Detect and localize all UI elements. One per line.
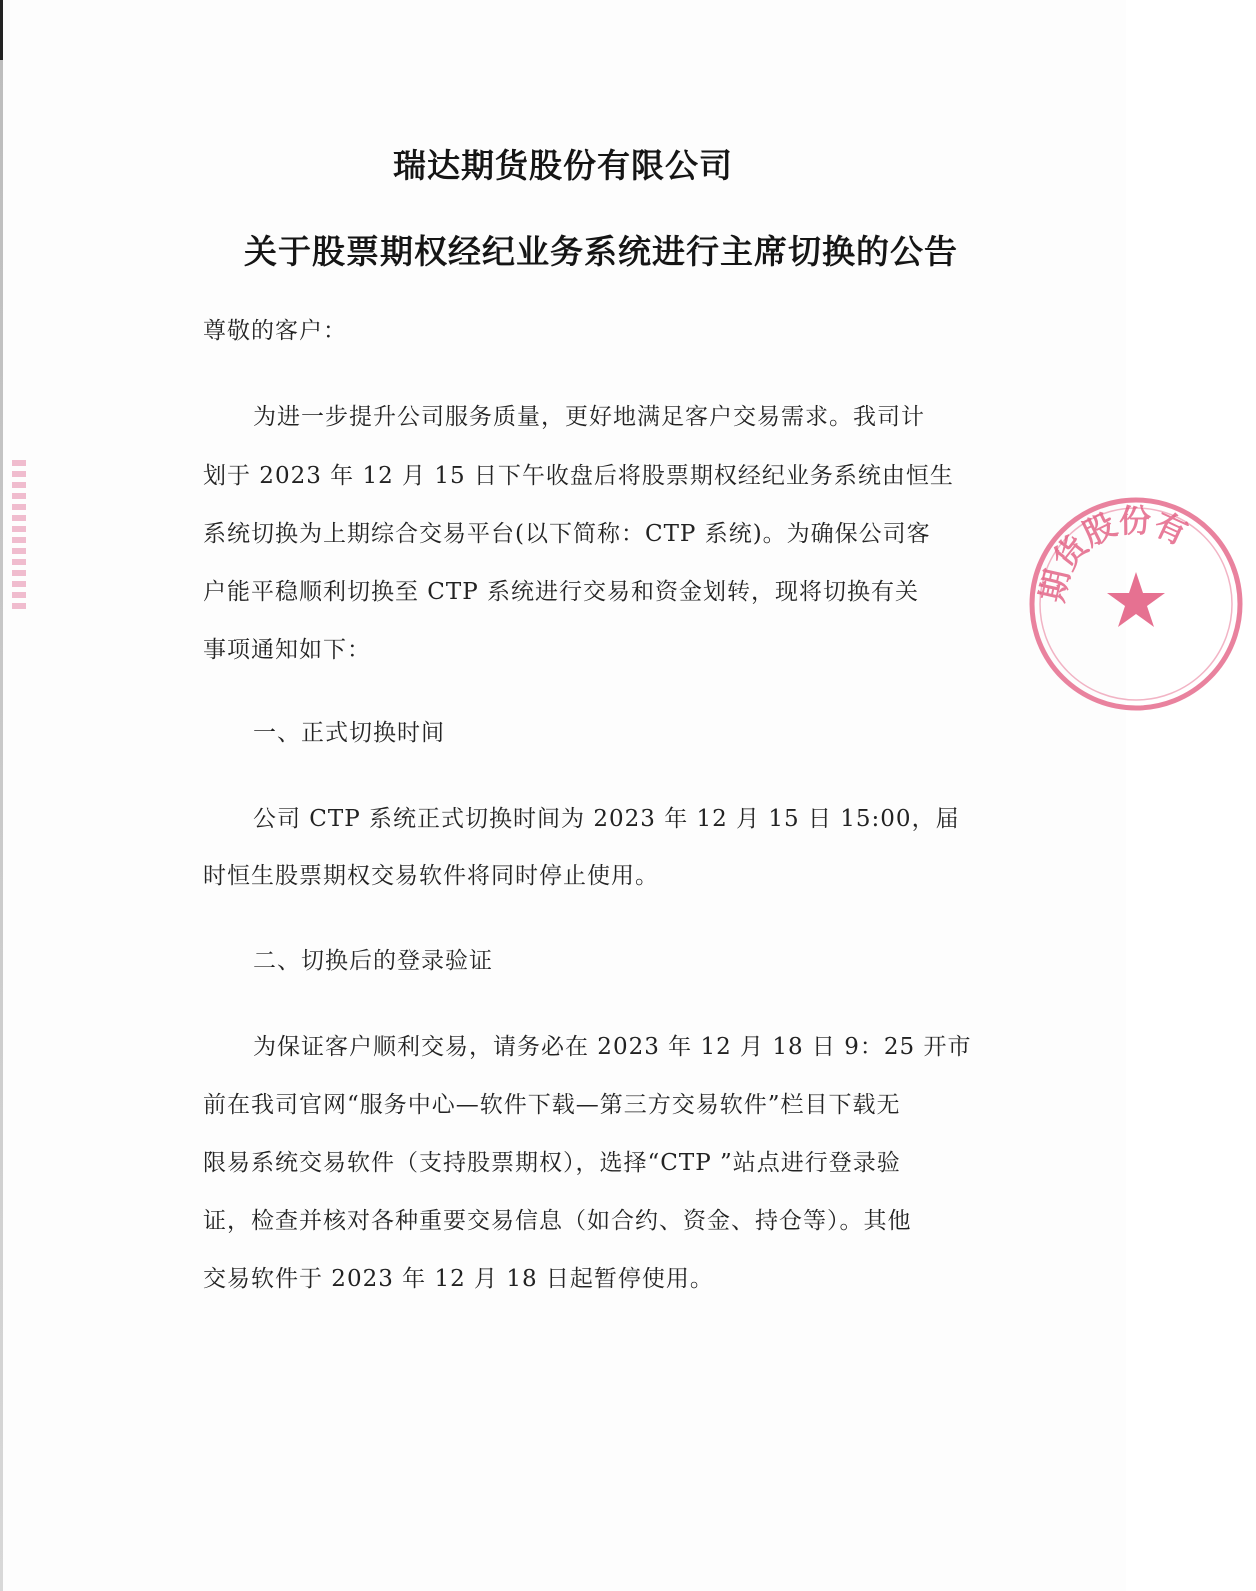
seal-inner-ring bbox=[1040, 508, 1232, 700]
company-seal-stamp bbox=[1016, 484, 1256, 724]
paragraph-line: 户能平稳顺利切换至 CTP 系统进行交易和资金划转，现将切换有关 bbox=[203, 579, 920, 605]
scan-edge bbox=[0, 0, 3, 1591]
scan-artifact bbox=[12, 460, 26, 610]
salutation: 尊敬的客户： bbox=[203, 318, 347, 344]
paragraph-line: 交易软件于 2023 年 12 月 18 日起暂停使用。 bbox=[203, 1266, 714, 1292]
seal-text bbox=[1033, 502, 1193, 606]
paragraph-line: 证，检查并核对各种重要交易信息（如合约、资金、持仓等）。其他 bbox=[203, 1208, 912, 1234]
section-heading: 一、正式切换时间 bbox=[253, 720, 445, 746]
seal-star-icon bbox=[1107, 572, 1165, 627]
seal-text-path: 期货股份有 bbox=[1032, 501, 1194, 606]
paragraph-line: 前在我司官网“服务中心—软件下载—第三方交易软件”栏目下载无 bbox=[203, 1092, 901, 1118]
section-heading: 二、切换后的登录验证 bbox=[253, 948, 493, 974]
document-title-company: 瑞达期货股份有限公司 bbox=[393, 146, 733, 185]
paragraph-line: 系统切换为上期综合交易平台(以下简称：CTP 系统)。为确保公司客 bbox=[203, 521, 931, 547]
seal-outer-ring bbox=[1032, 500, 1240, 708]
paragraph-line: 为进一步提升公司服务质量，更好地满足客户交易需求。我司计 bbox=[253, 404, 925, 430]
paragraph-line: 限易系统交易软件（支持股票期权），选择“CTP ”站点进行登录验 bbox=[203, 1150, 901, 1176]
paragraph-line: 时恒生股票期权交易软件将同时停止使用。 bbox=[203, 863, 659, 889]
paragraph-line: 划于 2023 年 12 月 15 日下午收盘后将股票期权经纪业务系统由恒生 bbox=[203, 463, 954, 489]
document-title-announcement: 关于股票期权经纪业务系统进行主席切换的公告 bbox=[244, 232, 958, 271]
paragraph-line: 事项通知如下： bbox=[203, 637, 371, 663]
paragraph-line: 公司 CTP 系统正式切换时间为 2023 年 12 月 15 日 15:00，届 bbox=[253, 806, 960, 832]
paragraph-line: 为保证客户顺利交易，请务必在 2023 年 12 月 18 日 9：25 开市 bbox=[253, 1034, 972, 1060]
